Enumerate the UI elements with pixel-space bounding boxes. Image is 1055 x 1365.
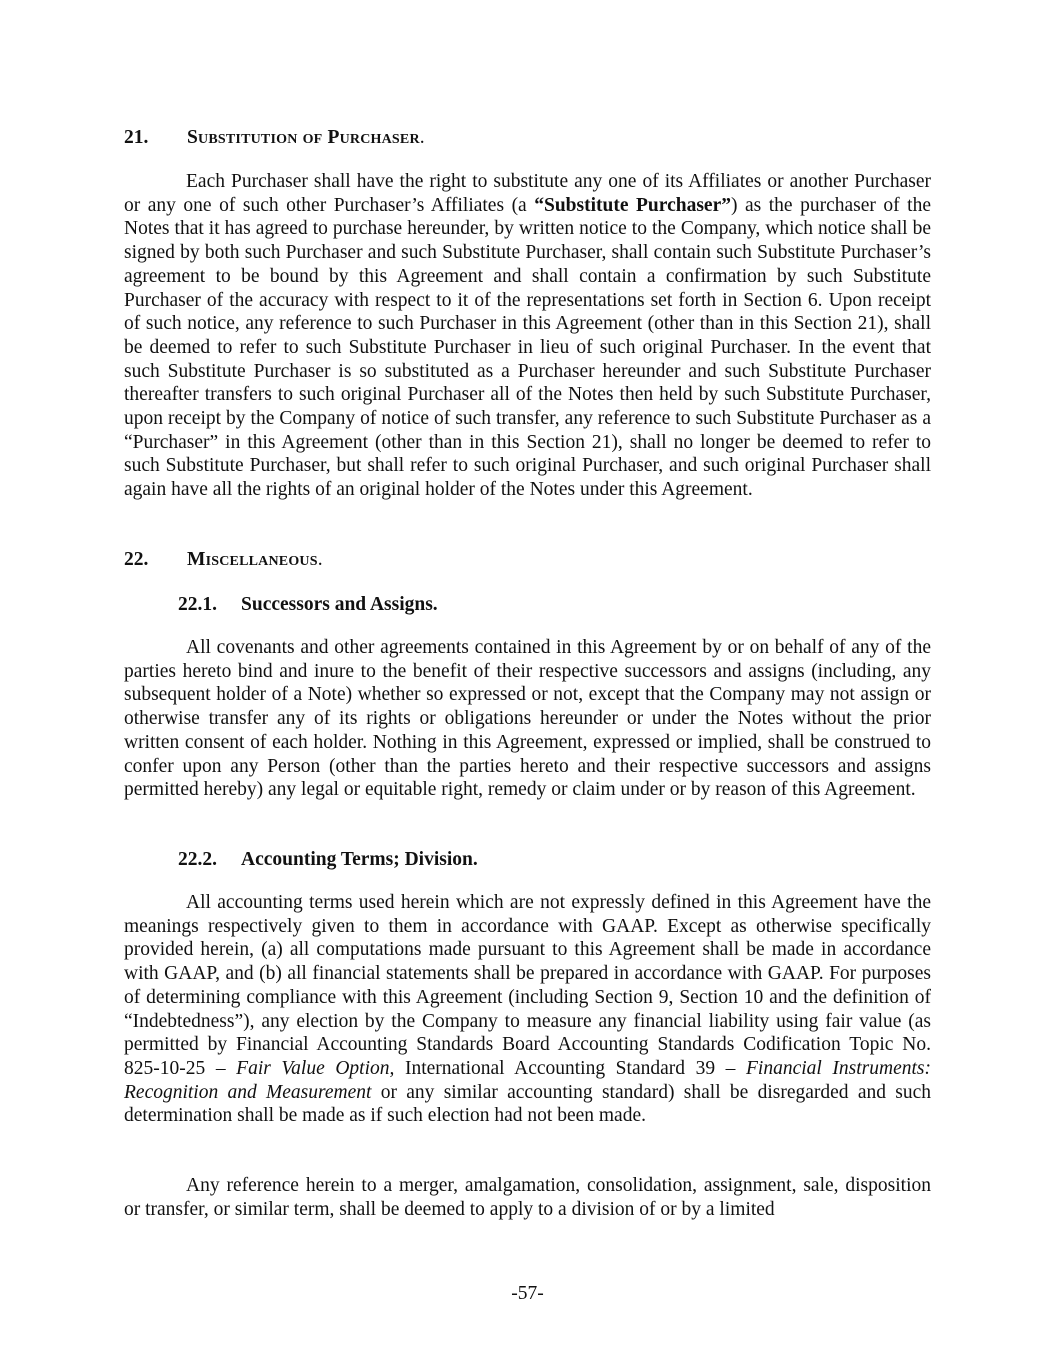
section-21-paragraph <box>124 170 931 502</box>
section-number: 22. <box>124 549 149 570</box>
paragraph-text: International Accounting Standard 39 – <box>394 1057 747 1079</box>
section-title: Substitution of Purchaser <box>187 127 420 148</box>
section-title: Miscellaneous <box>187 549 318 570</box>
subsection-22-1-heading <box>178 593 438 617</box>
section-title-period: . <box>317 549 323 570</box>
subsection-22-2-heading <box>178 848 478 872</box>
subsection-number: 22.2. <box>178 849 217 870</box>
subsection-22-2-paragraph-2: Any reference herein to a merger, amalgamation, consolidation, assignment, sale, disposition or transfer, or similar term, shall be deemed to apply to a division of or by a limited <box>124 1175 931 1220</box>
section-number: 21. <box>124 127 149 148</box>
section-21-heading <box>124 126 425 150</box>
italic-term: Fair Value Option, <box>236 1057 395 1079</box>
subsection-title: Accounting Terms; Division. <box>241 849 478 870</box>
page-number: -57- <box>511 1283 544 1304</box>
paragraph-text: ) as the purchaser of the Notes that it has agreed to purchase hereunder, by written notice to the Company, which notice shall be signed by both such Purchaser and such Substitute Purchaser, shall contain such Substitute Purchaser’s agreement to be bound by this Agreement and shall contain a confirmation by such Substitute Purchaser of the accuracy with respect to it of the representations set forth in Section 6. Upon receipt of such notice, any reference to such Purchaser in this Agreement (other than in this Section 21), shall be deemed to refer to such Substitute Purchaser in lieu of such original Purchaser. In the event that such Substitute Purchaser is so substituted as a Purchaser hereunder and such Substitute Purchaser thereafter transfers to such original Purchaser all of the Notes then held by such Substitute Purchaser, upon receipt by the Company of notice of such transfer, any reference to such Substitute Purchaser as a “Purchaser” in this Agreement (other than in this Section 21), shall no longer be deemed to refer to such Substitute Purchaser, but shall refer to such original Purchaser, and such original Purchaser shall again have all the rights of an original holder of the Notes under this Agreement. <box>124 194 931 501</box>
paragraph-text: or any similar accounting standard) shall be disregarded and such determination shall be made as if such election had not been made. <box>124 1081 931 1127</box>
subsection-22-1-paragraph: All covenants and other agreements contained in this Agreement by or on behalf of any of the parties hereto bind and inure to the benefit of their respective successors and assigns (including, any subsequent holder of a Note) whether so expressed or not, except that the Company may not assign or otherwise transfer any of its rights or obligations hereunder or under the Notes without the prior written consent of each holder. Nothing in this Agreement, expressed or implied, shall be construed to confer upon any Person (other than the parties hereto and their respective successors and assigns permitted hereby) any legal or equitable right, remedy or claim under or by reason of this Agreement. <box>124 637 931 801</box>
subsection-number: 22.1. <box>178 594 217 615</box>
defined-term: “Substitute Purchaser” <box>534 194 731 216</box>
paragraph-text: All accounting terms used herein which are not expressly defined in this Agreement have the meanings respectively given to them in accordance with GAAP. Except as otherwise specifically provided herein, (a) all computations made pursuant to this Agreement shall be made in accordance with GAAP, and (b) all financial statements shall be prepared in accordance with GAAP. For purposes of determining compliance with this Agreement (including Section 9, Section 10 and the definition of “Indebtedness”), any election by the Company to measure any financial liability using fair value (as permitted by Financial Accounting Standards Board Accounting Standards Codification Topic No. 825-10-25 – <box>124 892 931 1079</box>
subsection-title: Successors and Assigns. <box>241 594 438 615</box>
section-title-period: . <box>419 127 425 148</box>
paragraph-text: Each Purchaser shall have the right to substitute any one of its Affiliates or another Purchaser or any one of such other Purchaser’s Affiliates (a <box>124 171 931 216</box>
italic-term: Financial Instruments: Recognition and Measurement <box>124 1057 931 1103</box>
subsection-22-2-paragraph-1 <box>124 891 931 1128</box>
section-22-heading <box>124 548 323 572</box>
